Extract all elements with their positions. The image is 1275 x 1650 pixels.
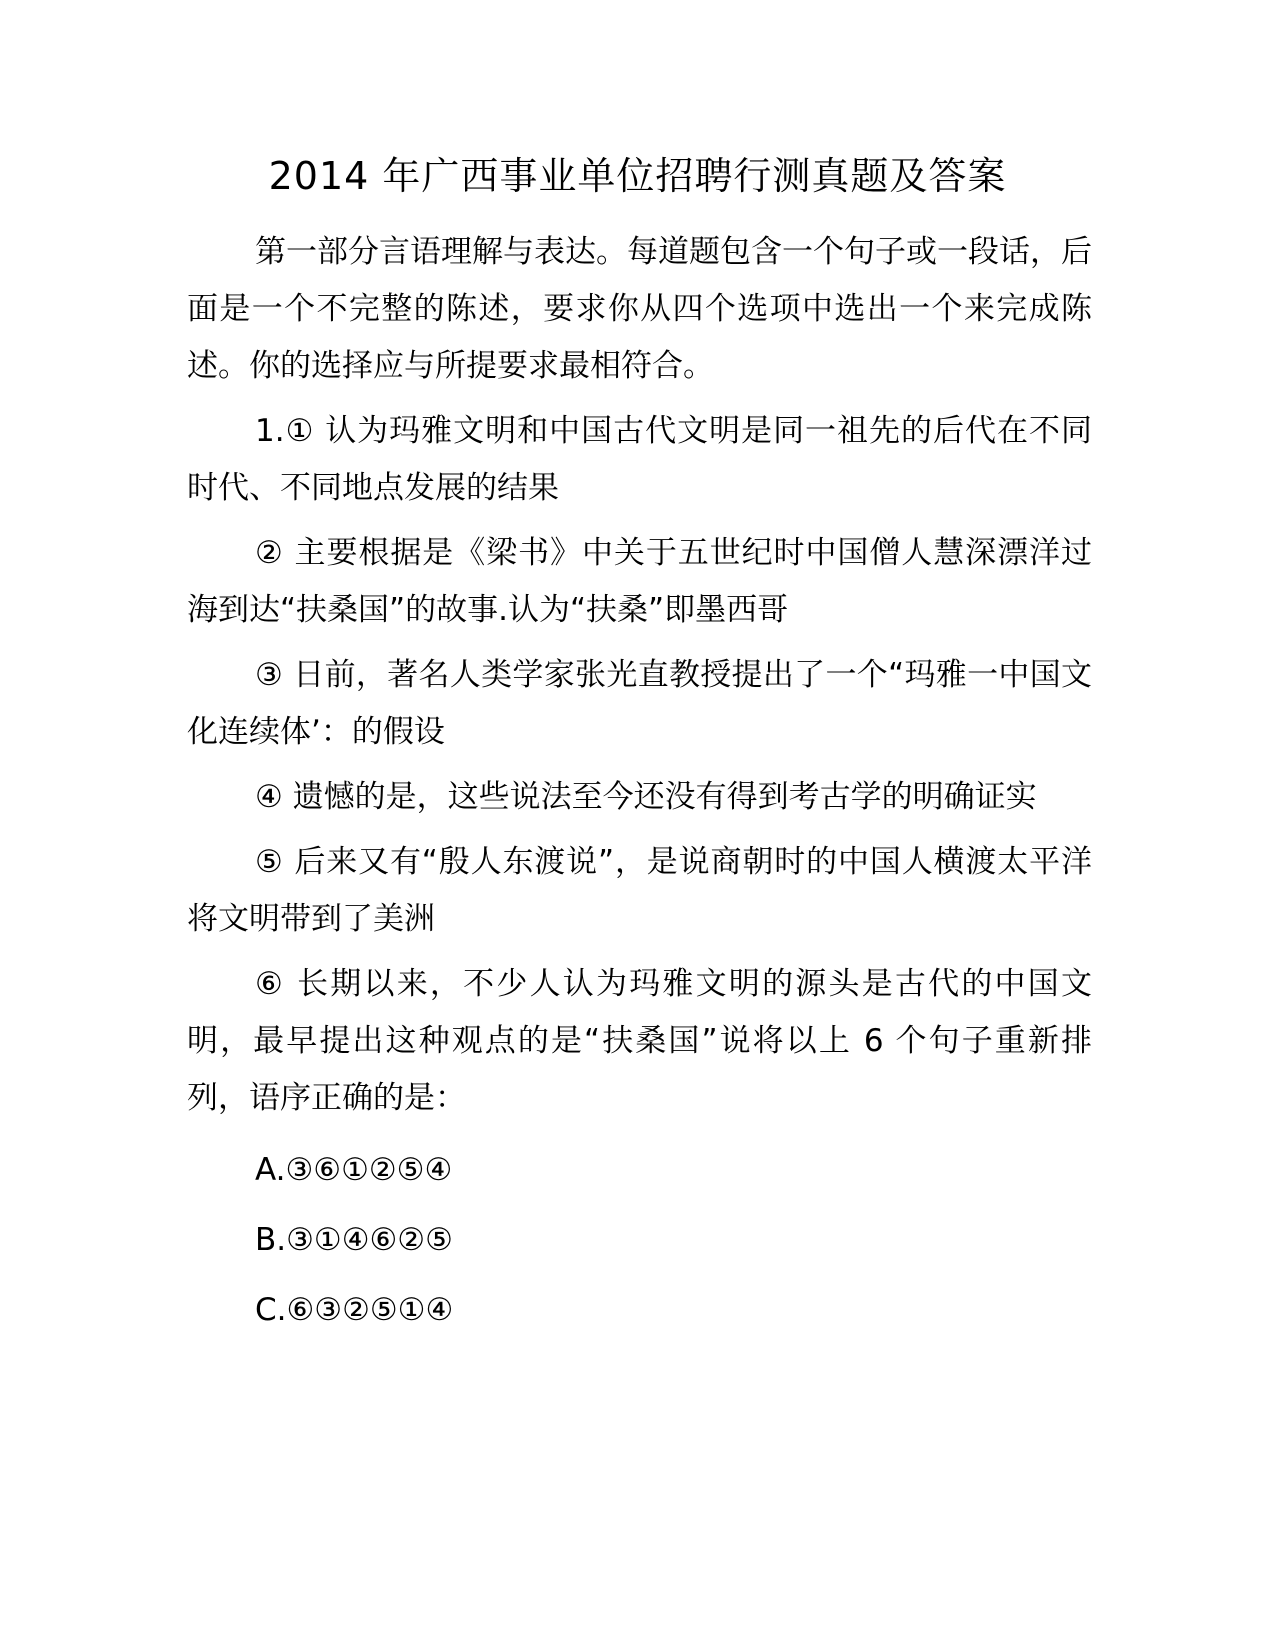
answer-option-a: A.③⑥①②⑤④: [255, 1152, 453, 1188]
question-sentence-4: ④ 遗憾的是，这些说法至今还没有得到考古学的明确证实: [255, 779, 1037, 815]
question-sentence-5: ⑤ 后来又有“殷人东渡说”，是说商朝时的中国人横渡太平洋将文明带到了美洲: [187, 844, 1092, 937]
question-sentence-2: ② 主要根据是《梁书》中关于五世纪时中国僧人慧深漂洋过海到达“扶桑国”的故事.认为“扶桑”即墨西哥: [187, 535, 1092, 628]
question-sentence-3: ③ 日前，著名人类学家张光直教授提出了一个“玛雅一中国文化连续体’：的假设: [187, 657, 1092, 750]
answer-option-c: C.⑥③②⑤①④: [255, 1292, 454, 1328]
intro-paragraph: 第一部分言语理解与表达。每道题包含一个句子或一段话，后面是一个不完整的陈述，要求你从四个选项中选出一个来完成陈述。你的选择应与所提要求最相符合。: [187, 234, 1092, 384]
question-sentence-6: ⑥ 长期以来，不少人认为玛雅文明的源头是古代的中国文明，最早提出这种观点的是“扶桑国”说将以上 6 个句子重新排列，语序正确的是：: [187, 966, 1092, 1116]
document-body: [187, 224, 1092, 1345]
document-title: 2014 年广西事业单位招聘行测真题及答案: [268, 154, 1007, 198]
answer-option-b: B.③①④⑥②⑤: [255, 1222, 453, 1258]
question-sentence-1: 1.① 认为玛雅文明和中国古代文明是同一祖先的后代在不同时代、不同地点发展的结果: [187, 413, 1092, 506]
